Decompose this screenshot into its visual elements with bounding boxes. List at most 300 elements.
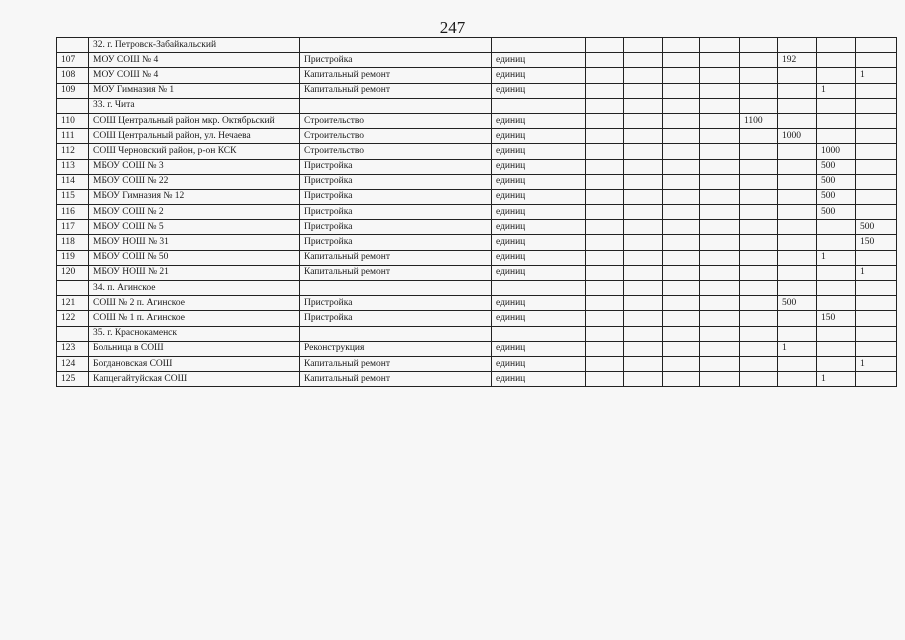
cell-value [817,53,856,68]
cell-value [663,205,700,220]
cell-empty [856,98,897,113]
cell-value [586,356,624,371]
cell-unit: единиц [492,144,586,159]
cell-value [740,311,778,326]
section-title: 33. г. Чита [89,98,300,113]
cell-empty [663,281,700,296]
cell-value [700,129,740,144]
cell-value [624,205,663,220]
cell-value [778,83,817,98]
cell-empty [624,98,663,113]
cell-value [624,174,663,189]
cell-value [856,372,897,387]
cell-num [57,281,89,296]
cell-unit: единиц [492,220,586,235]
cell-value [740,296,778,311]
cell-work-type: Капитальный ремонт [300,356,492,371]
section-row [57,98,897,113]
cell-unit: единиц [492,296,586,311]
table-row [57,372,897,387]
table-row [57,129,897,144]
cell-work-type: Капитальный ремонт [300,250,492,265]
table-row [57,205,897,220]
cell-num: 118 [57,235,89,250]
cell-value: 1 [817,250,856,265]
cell-object-name: Богдановская СОШ [89,356,300,371]
cell-object-name: МБОУ СОШ № 50 [89,250,300,265]
cell-work-type: Пристройка [300,189,492,204]
cell-unit: единиц [492,113,586,128]
cell-value [856,311,897,326]
table-row [57,235,897,250]
cell-num: 125 [57,372,89,387]
construction-table [56,37,897,387]
cell-unit: единиц [492,265,586,280]
cell-value [586,220,624,235]
table-row [57,53,897,68]
cell-unit: единиц [492,53,586,68]
cell-value [586,311,624,326]
cell-value [663,53,700,68]
cell-value [740,341,778,356]
cell-value [740,356,778,371]
cell-empty [700,326,740,341]
cell-empty [856,281,897,296]
cell-num [57,326,89,341]
cell-value: 1 [856,68,897,83]
table-row [57,159,897,174]
cell-work-type: Пристройка [300,205,492,220]
cell-value [856,83,897,98]
cell-empty [817,281,856,296]
section-row [57,281,897,296]
cell-value [740,205,778,220]
cell-object-name: СОШ Центральный район, ул. Нечаева [89,129,300,144]
cell-value [624,265,663,280]
cell-value [817,265,856,280]
cell-object-name: Капцегайтуйская СОШ [89,372,300,387]
cell-value [817,68,856,83]
cell-value [778,220,817,235]
cell-value [778,372,817,387]
cell-value [740,235,778,250]
cell-value [740,83,778,98]
cell-work-type: Строительство [300,144,492,159]
cell-value [624,68,663,83]
cell-empty [700,281,740,296]
cell-work-type: Капитальный ремонт [300,265,492,280]
cell-work-type: Пристройка [300,296,492,311]
cell-value [778,113,817,128]
cell-value [700,356,740,371]
cell-value [624,356,663,371]
cell-value [778,265,817,280]
cell-object-name: МБОУ СОШ № 22 [89,174,300,189]
cell-num: 123 [57,341,89,356]
cell-value [778,311,817,326]
cell-value [856,341,897,356]
cell-empty [740,38,778,53]
cell-value [740,159,778,174]
cell-empty [624,38,663,53]
table-row [57,311,897,326]
cell-object-name: МОУ СОШ № 4 [89,68,300,83]
cell-empty [663,326,700,341]
cell-value [778,144,817,159]
cell-num: 116 [57,205,89,220]
cell-value [700,174,740,189]
cell-value [778,250,817,265]
section-title: 34. п. Агинское [89,281,300,296]
cell-empty [492,98,586,113]
cell-unit: единиц [492,235,586,250]
table-row [57,296,897,311]
cell-value [663,189,700,204]
cell-empty [740,98,778,113]
cell-value [586,159,624,174]
cell-object-name: МБОУ НОШ № 31 [89,235,300,250]
cell-value [817,113,856,128]
cell-object-name: МБОУ Гимназия № 12 [89,189,300,204]
cell-value [856,53,897,68]
cell-value [700,113,740,128]
table-row [57,220,897,235]
cell-value [586,174,624,189]
cell-empty [778,281,817,296]
cell-work-type: Пристройка [300,311,492,326]
cell-value [663,235,700,250]
cell-value [663,144,700,159]
cell-unit: единиц [492,311,586,326]
cell-empty [492,281,586,296]
cell-value [700,265,740,280]
cell-object-name: МОУ СОШ № 4 [89,53,300,68]
page-number: 247 [439,18,466,37]
cell-value [856,129,897,144]
table-row [57,113,897,128]
cell-work-type: Пристройка [300,174,492,189]
cell-value [663,68,700,83]
cell-num: 109 [57,83,89,98]
cell-empty [624,281,663,296]
cell-value [700,53,740,68]
cell-num: 108 [57,68,89,83]
cell-value [624,189,663,204]
cell-num: 124 [57,356,89,371]
section-title: 35. г. Краснокаменск [89,326,300,341]
cell-value [740,372,778,387]
cell-empty [492,326,586,341]
cell-value [856,144,897,159]
cell-unit: единиц [492,174,586,189]
cell-work-type: Капитальный ремонт [300,68,492,83]
cell-value [740,53,778,68]
section-title: 32. г. Петровск-Забайкальский [89,38,300,53]
cell-empty [300,281,492,296]
cell-num: 122 [57,311,89,326]
cell-value [624,220,663,235]
cell-unit: единиц [492,205,586,220]
cell-unit: единиц [492,341,586,356]
cell-unit: единиц [492,372,586,387]
table-row [57,68,897,83]
cell-value: 500 [817,159,856,174]
cell-value: 500 [778,296,817,311]
cell-value [663,296,700,311]
cell-value: 1000 [778,129,817,144]
cell-value [700,159,740,174]
cell-value [586,205,624,220]
cell-empty [817,326,856,341]
cell-empty [586,326,624,341]
cell-value [856,189,897,204]
cell-empty [624,326,663,341]
cell-value [586,372,624,387]
cell-object-name: СОШ № 1 п. Агинское [89,311,300,326]
cell-value: 1 [856,356,897,371]
cell-value: 1 [817,83,856,98]
cell-value [740,220,778,235]
cell-value [740,144,778,159]
cell-value [856,250,897,265]
cell-value [778,356,817,371]
cell-value [624,113,663,128]
cell-object-name: МБОУ НОШ № 21 [89,265,300,280]
cell-value [663,129,700,144]
cell-empty [740,281,778,296]
cell-value [586,189,624,204]
cell-work-type: Капитальный ремонт [300,83,492,98]
cell-work-type: Строительство [300,129,492,144]
cell-value [700,311,740,326]
cell-value [586,83,624,98]
cell-value [663,356,700,371]
cell-empty [586,281,624,296]
cell-num [57,98,89,113]
cell-value [624,129,663,144]
cell-value [856,205,897,220]
cell-unit: единиц [492,356,586,371]
cell-empty [740,326,778,341]
cell-value [663,83,700,98]
cell-value: 1000 [817,144,856,159]
cell-value [586,113,624,128]
cell-num [57,38,89,53]
cell-value [586,144,624,159]
cell-work-type: Пристройка [300,220,492,235]
cell-value [700,341,740,356]
cell-value [700,68,740,83]
cell-value: 192 [778,53,817,68]
cell-empty [778,98,817,113]
cell-value [778,159,817,174]
cell-empty [778,326,817,341]
cell-num: 120 [57,265,89,280]
cell-empty [856,326,897,341]
table-row [57,189,897,204]
cell-empty [856,38,897,53]
cell-value [856,159,897,174]
cell-empty [778,38,817,53]
cell-value: 1 [778,341,817,356]
cell-empty [817,38,856,53]
section-row [57,38,897,53]
cell-object-name: МБОУ СОШ № 2 [89,205,300,220]
cell-value [624,144,663,159]
cell-object-name: Больница в СОШ [89,341,300,356]
cell-value [700,235,740,250]
cell-object-name: СОШ Центральный район мкр. Октябрьский [89,113,300,128]
cell-value [624,250,663,265]
cell-object-name: МБОУ СОШ № 3 [89,159,300,174]
cell-value [663,341,700,356]
cell-value [700,296,740,311]
cell-value [740,250,778,265]
cell-value [856,174,897,189]
cell-value [663,159,700,174]
cell-value: 500 [856,220,897,235]
cell-value: 500 [817,205,856,220]
cell-num: 110 [57,113,89,128]
cell-empty [586,98,624,113]
cell-unit: единиц [492,250,586,265]
table-body [57,38,897,387]
cell-empty [300,326,492,341]
cell-value [700,83,740,98]
cell-work-type: Пристройка [300,235,492,250]
cell-num: 119 [57,250,89,265]
cell-value [778,174,817,189]
cell-work-type: Реконструкция [300,341,492,356]
cell-value [740,129,778,144]
cell-value [624,53,663,68]
cell-value [778,189,817,204]
cell-num: 117 [57,220,89,235]
cell-value [586,250,624,265]
cell-value: 1100 [740,113,778,128]
cell-value [700,189,740,204]
cell-value [663,311,700,326]
table-row [57,265,897,280]
cell-value [663,265,700,280]
cell-value [817,296,856,311]
cell-value [663,113,700,128]
cell-work-type: Пристройка [300,53,492,68]
cell-value [740,189,778,204]
cell-value [740,68,778,83]
cell-value [663,220,700,235]
cell-object-name: МБОУ СОШ № 5 [89,220,300,235]
cell-value [624,83,663,98]
cell-empty [586,38,624,53]
cell-value [778,68,817,83]
cell-value [817,220,856,235]
cell-num: 111 [57,129,89,144]
cell-value [778,205,817,220]
cell-value [624,235,663,250]
cell-empty [700,38,740,53]
cell-value: 500 [817,174,856,189]
cell-object-name: МОУ Гимназия № 1 [89,83,300,98]
cell-unit: единиц [492,68,586,83]
cell-value [817,235,856,250]
cell-empty [300,98,492,113]
cell-work-type: Капитальный ремонт [300,372,492,387]
cell-empty [700,98,740,113]
cell-value [624,311,663,326]
cell-value [740,174,778,189]
cell-empty [663,98,700,113]
table-row [57,356,897,371]
cell-value [740,265,778,280]
cell-unit: единиц [492,129,586,144]
cell-value [856,296,897,311]
section-row [57,326,897,341]
cell-value [663,250,700,265]
cell-empty [492,38,586,53]
cell-object-name: СОШ Черновский район, р-он КСК [89,144,300,159]
cell-value [700,372,740,387]
cell-value: 1 [856,265,897,280]
cell-object-name: СОШ № 2 п. Агинское [89,296,300,311]
cell-work-type: Пристройка [300,159,492,174]
cell-value: 500 [817,189,856,204]
cell-value [663,174,700,189]
cell-value [700,144,740,159]
cell-value: 1 [817,372,856,387]
cell-value [586,235,624,250]
cell-value [624,372,663,387]
cell-num: 112 [57,144,89,159]
cell-empty [663,38,700,53]
cell-num: 121 [57,296,89,311]
cell-value [856,113,897,128]
cell-value [624,296,663,311]
cell-value [586,68,624,83]
cell-unit: единиц [492,159,586,174]
cell-work-type: Строительство [300,113,492,128]
table-row [57,83,897,98]
cell-value [700,205,740,220]
cell-num: 107 [57,53,89,68]
cell-num: 115 [57,189,89,204]
cell-value: 150 [817,311,856,326]
cell-value [663,372,700,387]
cell-value [586,341,624,356]
table-row [57,250,897,265]
cell-unit: единиц [492,83,586,98]
cell-value [624,341,663,356]
cell-value [586,53,624,68]
cell-empty [817,98,856,113]
cell-value [624,159,663,174]
cell-value [817,356,856,371]
table-row [57,341,897,356]
cell-value [586,265,624,280]
cell-num: 114 [57,174,89,189]
cell-unit: единиц [492,189,586,204]
cell-num: 113 [57,159,89,174]
cell-value [817,341,856,356]
cell-value [700,250,740,265]
cell-value [700,220,740,235]
table-row [57,144,897,159]
cell-value [778,235,817,250]
cell-value [586,296,624,311]
cell-value [817,129,856,144]
cell-value: 150 [856,235,897,250]
table-row [57,174,897,189]
